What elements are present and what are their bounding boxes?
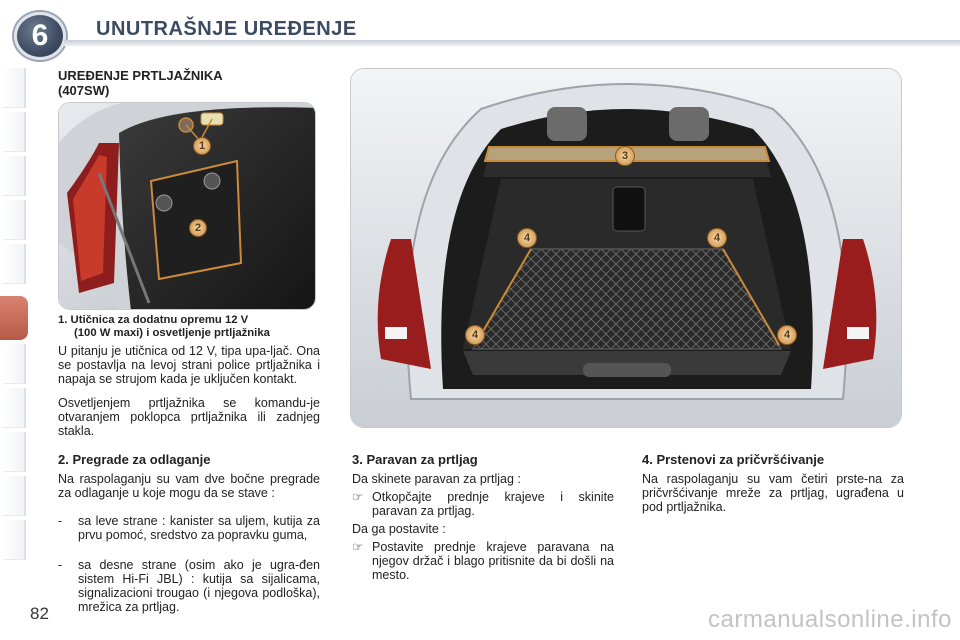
- dash-marker: -: [58, 514, 63, 528]
- item3-install-intro: Da ga postavite :: [352, 522, 446, 536]
- item2-text: Na raspolaganju su vam dve bočne pregrade za odlaganje u koje mogu da se stave :: [58, 472, 320, 500]
- chapter-badge: [14, 12, 66, 60]
- item1-caption: [58, 314, 320, 340]
- item4-text: Na raspolaganju su vam četiri prste-na za pričvršćivanje mreže za prtljag, ugrađena u pod prtljažnika.: [642, 472, 904, 514]
- chapter-tab[interactable]: [4, 344, 26, 384]
- item2-bullet: [58, 558, 320, 614]
- item2-bullet: [58, 514, 320, 542]
- chapter-tab[interactable]: [4, 156, 26, 196]
- callout-4: 4: [777, 325, 797, 345]
- callout-2: 2: [189, 219, 207, 237]
- chapter-title: UNUTRAŠNJE UREĐENJE: [96, 18, 357, 40]
- section-title-line: (407SW): [58, 83, 110, 98]
- callout-3: 3: [615, 146, 635, 166]
- item1-caption-line: (100 W maxi) i osvetljenje prtljažnika: [74, 327, 270, 339]
- callout-4: 4: [707, 228, 727, 248]
- page-number: 82: [30, 604, 49, 623]
- pointing-hand-icon: ☞: [352, 540, 364, 554]
- item3-install-step-text: Postavite prednje krajeve paravana na njegov držač i blago pritisnite da bi došli na mesto.: [372, 540, 614, 582]
- chapter-tab[interactable]: [4, 520, 26, 560]
- item4-title: 4. Prstenovi za pričvršćivanje: [642, 452, 825, 467]
- item1-lighting-text: Osvetljenjem prtljažnika se komandu-je otvaranjem poklopca prtljažnika ili zadnjeg stakla.: [58, 396, 320, 438]
- item3-remove-step: [352, 490, 614, 518]
- pointing-hand-icon: ☞: [352, 490, 364, 504]
- item3-title: 3. Paravan za prtljag: [352, 452, 478, 467]
- chapter-tab[interactable]: [4, 112, 26, 152]
- section-title: [58, 68, 223, 98]
- item2-title: 2. Pregrade za odlaganje: [58, 452, 211, 467]
- callout-4: 4: [465, 325, 485, 345]
- item2-bullet-text: sa leve strane : kanister sa uljem, kutija za prvu pomoć, sredstvo za popravku guma,: [78, 514, 320, 542]
- item3-install-step: [352, 540, 614, 582]
- dash-marker: -: [58, 558, 63, 572]
- chapter-tab-active[interactable]: [0, 296, 28, 340]
- chapter-tab[interactable]: [4, 244, 26, 284]
- trunk-side-illustration: [58, 102, 316, 310]
- chapter-tabs: [0, 68, 30, 578]
- callout-4: 4: [517, 228, 537, 248]
- chapter-number: 6: [31, 19, 49, 52]
- trunk-rear-illustration: [350, 68, 902, 428]
- chapter-tab[interactable]: [4, 476, 26, 516]
- item3-remove-step-text: Otkopčajte prednje krajeve i skinite paravan za prtljag.: [372, 490, 614, 518]
- watermark: carmanualsonline.info: [708, 606, 952, 633]
- chapter-tab[interactable]: [4, 68, 26, 108]
- chapter-tab[interactable]: [4, 432, 26, 472]
- callout-1: 1: [193, 137, 211, 155]
- item1-caption-line: 1. Utičnica za dodatnu opremu 12 V: [58, 314, 249, 326]
- item2-bullet-text: sa desne strane (osim ako je ugra-đen sistem Hi-Fi JBL) : kutija sa sijalicama, signalizacioni trougao (i njegova podloška), mrežica za prtljag.: [78, 558, 320, 614]
- chapter-tab[interactable]: [4, 388, 26, 428]
- item1-text: U pitanju je utičnica od 12 V, tipa upa-ljač. Ona se postavlja na levoj strani police prtljažnika i napaja se strujom kada je uključen kontakt.: [58, 344, 320, 386]
- section-title-line: UREĐENJE PRTLJAŽNIKA: [58, 68, 223, 83]
- item3-remove-intro: Da skinete paravan za prtljag :: [352, 472, 521, 486]
- chapter-tab[interactable]: [4, 200, 26, 240]
